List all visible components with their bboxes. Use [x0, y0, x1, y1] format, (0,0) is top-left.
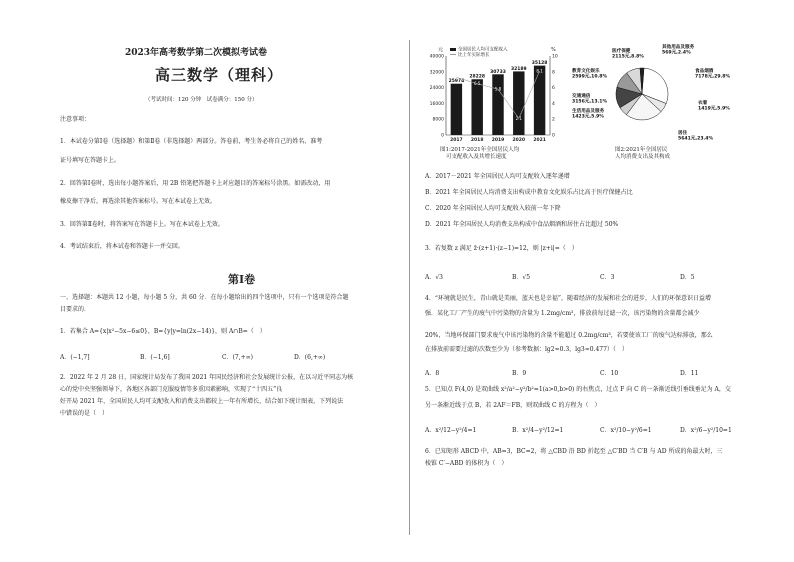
legend-label-income: 全国居民人均可支配收入 — [458, 47, 508, 53]
question-3-stem: 3．若复数 z 满足 z̄·(z+1)·(z−1)=12，则 |z+i|=（ ） — [425, 245, 578, 252]
question-4-line: 4．“环境就是民生，青山就是美丽，蓝天也是幸福”，随着经济的发展和社会的进步，人们的环保意识日益增 — [425, 295, 711, 302]
q3-option-b: B．√5 — [512, 274, 531, 281]
question-4-line: 强．某化工厂产生的废气中污染物的含量为 1.2mg/cm³，排放前每过滤一次，该污染物的含量都会减少 — [425, 310, 700, 317]
y2-tick-label: 4 — [552, 101, 555, 107]
y-tick-label: 16000 — [429, 101, 444, 107]
question-2-line: 心的党中央坚强领导下，各地区各部门克服疫情等多重因素影响，实现了“十四五”良 — [60, 386, 283, 393]
q4-option-a: A．8 — [425, 370, 440, 377]
pie-slice-value: 5641元,23.4% — [678, 136, 714, 142]
question-2-line: 中错误的是（ ） — [60, 410, 109, 417]
pie-slice-value: 3156元,13.1% — [572, 99, 608, 105]
pie-slice-label: 衣着 — [698, 101, 708, 106]
pie-slice-value: 1423元,5.9% — [572, 114, 604, 120]
q5-option-d: D．x²/6−y²/10=1 — [680, 427, 732, 434]
q2-option-b: B．2021 年全国居民人均消费支出构成中教育文化娱乐占比高于医疗保健占比 — [425, 189, 633, 196]
growth-value-label: 6.5 — [474, 81, 481, 87]
growth-value-label: 2.1 — [515, 115, 522, 121]
y2-tick-label: 6 — [552, 86, 555, 92]
bar — [471, 79, 482, 135]
note-line: 1．本试卷分第Ⅰ卷（选择题）和第Ⅱ卷（非选择题）两部分。答卷前，考生务必将自己的姓名、准考 — [60, 138, 323, 145]
q3-option-c: C．3 — [600, 274, 615, 281]
x-tick-label: 2021 — [533, 138, 546, 143]
question-4-line: 在排放前需要过滤的次数至少为（参考数据：lg2≈0.3，lg3≈0.477）（ ） — [425, 346, 628, 353]
q1-option-c: C．(7,+∞) — [222, 354, 254, 361]
y2-tick-label: 8 — [552, 70, 555, 76]
instruction-line: 一、选择题：本题共 12 小题，每小题 5 分，共 60 分．在每小题给出的四个选项中，只有一个选项是符合题 — [60, 294, 349, 301]
question-2-line: 2．2022 年 2 月 28 日，国家统计局发布了我国 2021 年国民经济和社会发展统计公报，在以习近平同志为核 — [60, 374, 354, 381]
pie-chart-caption — [615, 147, 670, 161]
caption-line: 可支配收入及其增长速度 — [446, 154, 507, 160]
q3-option-d: D．5 — [680, 274, 695, 281]
question-6-line: 6．已知矩形 ABCD 中，AB=3，BC=2，将 △CBD 沿 BD 折起至 △C′BD 当 C′B 与 AD 所成的角最大时，三 — [425, 448, 723, 455]
bar — [513, 71, 524, 135]
pie-slice-label: 生活用品及服务 — [572, 109, 605, 114]
bar-value-label: 32189 — [510, 66, 527, 72]
y2-tick-label: 2 — [552, 117, 555, 123]
y-tick-label: 0 — [441, 133, 444, 139]
x-tick-label: 2017 — [450, 138, 463, 143]
y-tick-label: 40000 — [429, 54, 444, 60]
pie-slice-label: 医疗保健 — [612, 49, 631, 54]
pie-slice-label: 食品烟酒 — [695, 69, 714, 74]
q5-option-b: B．x²/4−y²/12=1 — [512, 427, 564, 434]
question-2-line: 好开局 2021 年，全国居民人均可支配收入和消费支出都较上一年有所增长，结合如下统计图表，下列说法 — [60, 398, 344, 405]
growth-value-label: 5.8 — [494, 86, 502, 92]
y-tick-label: 8000 — [432, 117, 444, 123]
bar-value-label: 28228 — [469, 74, 486, 80]
caption-line: 图1:2017-2021年全国居民人均 — [440, 147, 520, 153]
column-divider — [409, 40, 410, 535]
caption-line: 图2:2021年全国居民 — [615, 147, 668, 153]
bar-value-label: 35128 — [531, 61, 548, 67]
part-title: 第Ⅰ卷 — [228, 273, 256, 286]
bar — [534, 66, 545, 135]
bar-chart-caption — [440, 147, 519, 161]
question-5-line: 5．已知点 F(4,0) 是双曲线 x²/a²−y²/b²=1(a>0,b>0) 的右焦点，过点 F 向 C 的一条渐近线引垂线垂足为 A，交 — [425, 386, 731, 393]
bar-value-label: 25974 — [448, 79, 465, 85]
pie-slice-value: 2115元,8.8% — [612, 54, 644, 60]
exam-title: 2023年高考数学第二次模拟考试卷 — [125, 48, 268, 58]
question-6-line: 棱锥 C′−ABD 的体积为（ ） — [425, 460, 508, 467]
q5-option-c: C．x²/10−y²/6=1 — [600, 427, 652, 434]
bar-value-label: 30733 — [490, 69, 506, 75]
legend-swatch-income — [450, 48, 456, 51]
y2-tick-label: 0 — [552, 133, 555, 139]
pie-slice-value: 7178元,29.8% — [695, 74, 731, 80]
question-1-stem: 1．若集合 A={x|x²−5x−6≤0}，B={y|y=ln(2x−14)}，则 A∩B=（ ） — [60, 328, 266, 335]
income-bar-chart — [418, 40, 568, 160]
pie-slice-value: 569元,2.4% — [662, 50, 691, 56]
note-line: 2．回答第Ⅰ卷时，选出每小题答案后，用 2B 铅笔把答题卡上对应题目的答案标号涂黑。如需改动，用 — [60, 180, 331, 187]
pie-slice-label: 交通通信 — [572, 94, 591, 99]
pie-slice-value: 1419元,5.9% — [698, 106, 730, 112]
q1-option-a: A．(−1,7] — [60, 354, 90, 361]
instruction-line: 目要求的． — [60, 306, 91, 313]
y-tick-label: 32000 — [429, 70, 444, 76]
legend-label-growth: 比上年实际增长 — [458, 53, 490, 58]
pie-slice-label: 其他用品及服务 — [662, 45, 695, 50]
y-unit-label: 元 — [438, 47, 444, 53]
bar — [492, 74, 503, 135]
x-tick-label: 2020 — [512, 138, 526, 143]
notes-heading: 注意事项： — [60, 116, 91, 123]
q1-option-b: B．(−1,6] — [140, 354, 170, 361]
note-line: 4．考试结束后，将本试卷和答题卡一并交回。 — [60, 243, 184, 250]
exam-time-info: （考试时间：120 分钟 试卷满分：150 分） — [145, 97, 258, 103]
x-tick-label: 2019 — [491, 138, 505, 143]
bar — [451, 84, 462, 135]
q5-option-a: A．x²/12−y²/4=1 — [425, 427, 477, 434]
caption-line: 人均消费支出及其构成 — [615, 154, 671, 160]
q3-option-a: A．√3 — [425, 274, 443, 281]
growth-value-label: 7.3 — [453, 74, 460, 80]
subject-title: 高三数学（理科） — [155, 66, 284, 84]
q2-option-a: A．2017－2021 年全国居民人均可支配收入逐年递增 — [425, 173, 570, 180]
q4-option-c: C．10 — [600, 370, 619, 377]
consumption-pie-chart — [570, 42, 750, 152]
note-line: 3．回答第Ⅱ卷时，将答案写在答题卡上。写在本试卷上无效。 — [60, 221, 224, 228]
q2-option-c: C．2020 年全国居民人均可支配收入较前一年下降 — [425, 205, 561, 212]
growth-value-label: 8.1 — [536, 68, 543, 74]
q1-option-d: D．(6,+∞) — [294, 354, 326, 361]
pie-slice-label: 居住 — [678, 131, 688, 136]
pie-slice-value: 2599元,10.8% — [572, 74, 608, 80]
pie-slice-label: 教育文化娱乐 — [572, 69, 600, 74]
q4-option-b: B．9 — [512, 370, 527, 377]
y2-tick-label: 10 — [552, 54, 558, 60]
question-5-line: 另一条渐近线于点 B，若 2AF＝FB，则双曲线 C 的方程为（ ） — [425, 402, 601, 409]
x-tick-label: 2018 — [470, 138, 484, 143]
y-tick-label: 24000 — [429, 86, 444, 92]
note-line: 橡皮擦干净后，再选涂其他答案标号。写在本试卷上无效。 — [60, 198, 217, 205]
question-4-line: 20%，当地环保部门要求废气中该污染物的含量不能超过 0.2mg/cm³，若要使该工厂的废气达标排放，那么 — [425, 332, 713, 339]
y2-unit-label: % — [551, 47, 556, 53]
note-line: 证号填写在答题卡上。 — [60, 157, 121, 164]
q2-option-d: D．2021 年全国居民人均消费支出构成中食品烟酒和居住占比超过 50% — [425, 221, 619, 228]
q4-option-d: D．11 — [680, 370, 699, 377]
